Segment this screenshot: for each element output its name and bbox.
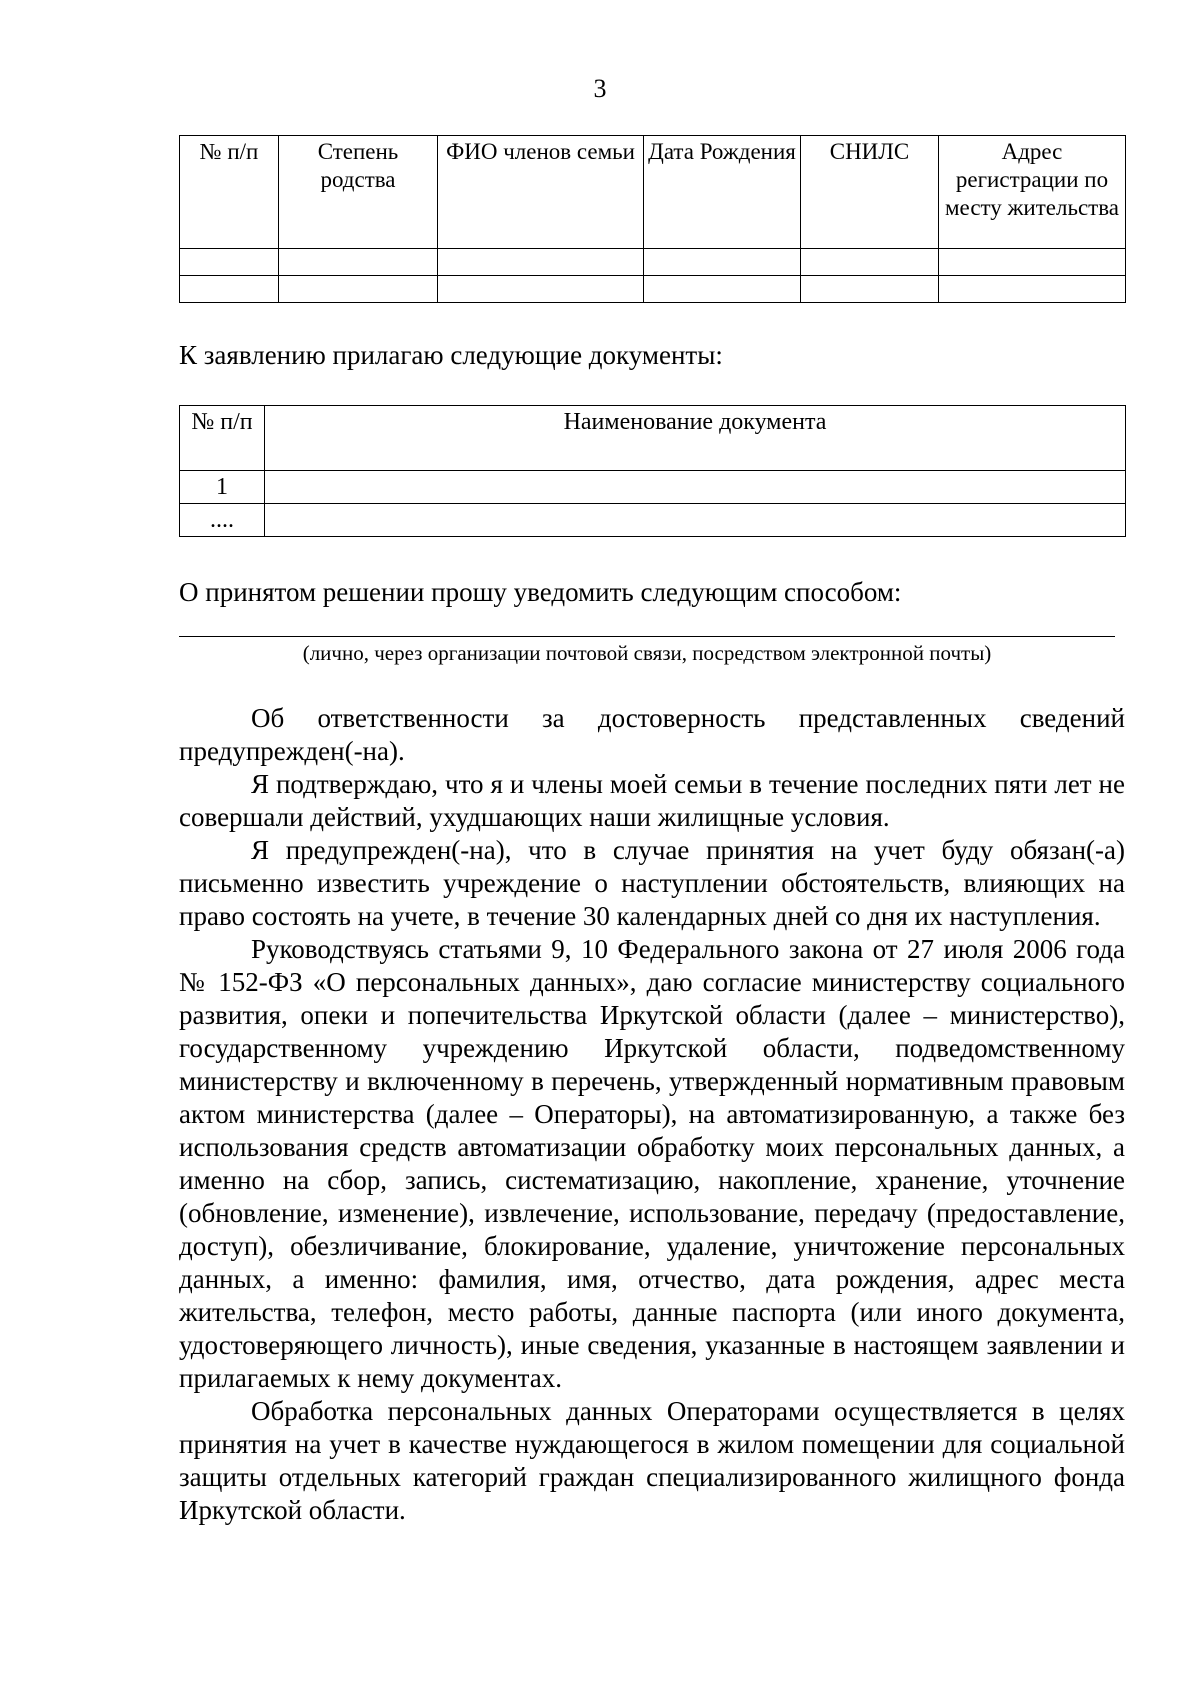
table-cell (644, 276, 801, 303)
column-header-number: № п/п (180, 136, 279, 249)
column-header-birth-date: Дата Рождения (644, 136, 801, 249)
table-row (180, 249, 1126, 276)
table-row (180, 504, 1126, 537)
paragraph-responsibility: Об ответственности за достоверность представленных сведений предупрежден(-на). (179, 703, 1125, 766)
table-cell (801, 276, 939, 303)
paragraph-confirmation: Я подтверждаю, что я и члены моей семьи в течение последних пяти лет не совершали действий, ухудшающих наши жилищные условия. (179, 769, 1125, 832)
documents-table (179, 405, 1126, 537)
column-header-snils: СНИЛС (801, 136, 939, 249)
row-number: .... (180, 504, 265, 537)
paragraph-warning: Я предупрежден(-на), что в случае принятия на учет буду обязан(-а) письменно известить учреждение о наступлении обстоятельств, влияющих на право состоять на учете, в течение 30 календарных дней со дня их наступления. (179, 835, 1125, 931)
family-members-table (179, 135, 1126, 303)
table-cell (180, 249, 279, 276)
notification-hint: (лично, через организации почтовой связи, посредством электронной почты) (302, 641, 992, 665)
column-header-full-name: ФИО членов семьи (438, 136, 644, 249)
document-name-cell (265, 504, 1126, 537)
table-row (180, 471, 1126, 504)
table-row (180, 276, 1126, 303)
table-cell (279, 276, 438, 303)
consent-text (179, 702, 1125, 1527)
column-header-document-name: Наименование документа (265, 406, 1126, 471)
page-number: 3 (593, 74, 607, 103)
table-cell (644, 249, 801, 276)
column-header-address: Адрес регистрации по месту жительства (939, 136, 1126, 249)
document-name-cell (265, 471, 1126, 504)
notification-label: О принятом решении прошу уведомить следующим способом: (179, 577, 902, 607)
table-cell (939, 249, 1126, 276)
paragraph-processing-purpose: Обработка персональных данных Операторами осуществляется в целях принятия на учет в качестве нуждающегося в жилом помещении для социальной защиты отдельных категорий граждан специализированного жилищного фонда Иркутской области. (179, 1396, 1125, 1525)
paragraph-personal-data-consent: Руководствуясь статьями 9, 10 Федерального закона от 27 июля 2006 года № 152-ФЗ «О персональных данных», даю согласие министерству социального развития, опеки и попечительства Иркутской области (далее – министерство), государственному учреждению Иркутской области, подведомственному министерству и включенному в перечень, утвержденный нормативным правовым актом министерства (далее – Операторы), на автоматизированную, а также без использования средств автоматизации обработку моих персональных данных, а именно на сбор, запись, систематизацию, накопление, хранение, уточнение (обновление, изменение), извлечение, использование, передачу (предоставление, доступ), обезличивание, блокирование, удаление, уничтожение персональных данных, а именно: фамилия, имя, отчество, дата рождения, адрес места жительства, телефон, место работы, данные паспорта (или иного документа, удостоверяющего личность), иные сведения, указанные в настоящем заявлении и прилагаемых к нему документах. (179, 934, 1125, 1393)
row-number: 1 (180, 471, 265, 504)
table-cell (438, 276, 644, 303)
notification-blank-line (179, 636, 1115, 637)
column-header-relation: Степень родства (279, 136, 438, 249)
table-cell (438, 249, 644, 276)
table-cell (939, 276, 1126, 303)
table-cell (801, 249, 939, 276)
column-header-number: № п/п (180, 406, 265, 471)
table-cell (279, 249, 438, 276)
documents-intro: К заявлению прилагаю следующие документы: (179, 340, 723, 370)
table-header-row (180, 406, 1126, 471)
table-header-row (180, 136, 1126, 249)
table-cell (180, 276, 279, 303)
